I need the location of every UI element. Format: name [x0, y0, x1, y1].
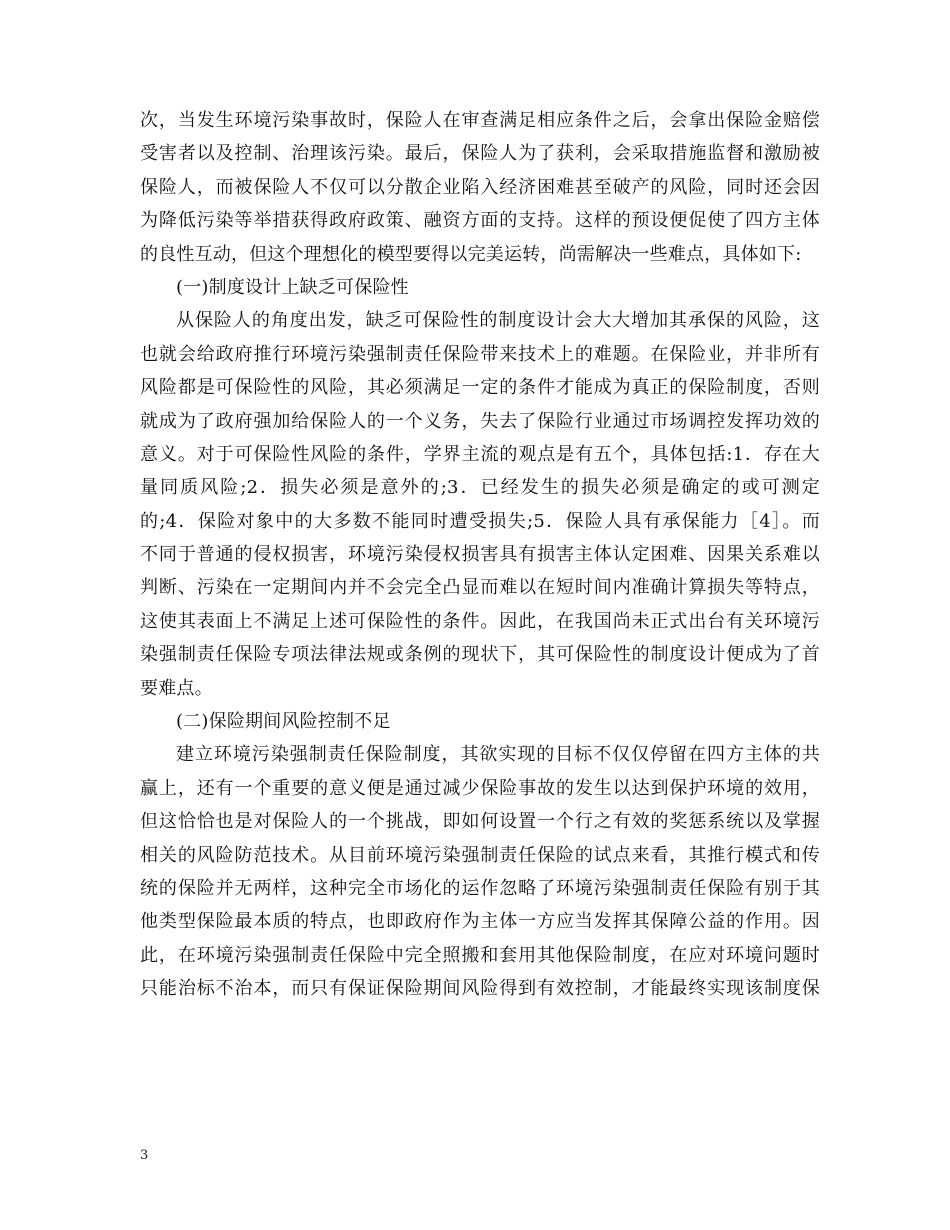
text-line: 判断、污染在一定期间内并不会完全凸显而难以在短时间内准确计算损失等特点，	[140, 577, 820, 599]
text-line: 为降低污染等举措获得政府政策、融资方面的支持。这样的预设便促使了四方主体	[140, 210, 820, 232]
text-line: 这使其表面上不满足上述可保险性的条件。因此，在我国尚未正式出台有关环境污	[140, 610, 820, 632]
text-line: 风险都是可保险性的风险，其必须满足一定的条件才能成为真正的保险制度，否则	[140, 377, 820, 399]
text-line: 就成为了政府强加给保险人的一个义务，失去了保险行业通过市场调控发挥功效的	[140, 410, 820, 432]
text-line: 相关的风险防范技术。从目前环境污染强制责任保险的试点来看，其推行模式和传	[140, 844, 820, 866]
section-heading-2: (二)保险期间风险控制不足	[176, 711, 391, 733]
text-line: 受害者以及控制、治理该污染。最后，保险人为了获利，会采取措施监督和激励被	[140, 143, 820, 165]
text-line: 赢上，还有一个重要的意义便是通过减少保险事故的发生以达到保护环境的效用，	[140, 777, 820, 799]
text-line: 建立环境污染强制责任保险制度，其欲实现的目标不仅仅停留在四方主体的共	[176, 744, 820, 766]
text-line: 但这恰恰也是对保险人的一个挑战，即如何设置一个行之有效的奖惩系统以及掌握	[140, 811, 820, 833]
text-line: 只能治标不治本，而只有保证保险期间风险得到有效控制，才能最终实现该制度保	[140, 978, 820, 1000]
text-line: 的良性互动，但这个理想化的模型要得以完美运转，尚需解决一些难点，具体如下:	[140, 243, 802, 265]
text-line: 此，在环境污染强制责任保险中完全照搬和套用其他保险制度，在应对环境问题时	[140, 944, 820, 966]
text-line: 他类型保险最本质的特点，也即政府作为主体一方应当发挥其保障公益的作用。因	[140, 911, 820, 933]
text-line: 统的保险并无两样，这种完全市场化的运作忽略了环境污染强制责任保险有别于其	[140, 877, 820, 899]
text-line: 不同于普通的侵权损害，环境污染侵权损害具有损害主体认定困难、因果关系难以	[140, 544, 820, 566]
text-line: 要难点。	[140, 677, 213, 699]
section-heading-1: (一)制度设计上缺乏可保险性	[176, 276, 409, 298]
text-line: 的;4．保险对象中的大多数不能同时遭受损失;5．保险人具有承保能力［4］。而	[140, 510, 820, 532]
text-line: 量同质风险;2．损失必须是意外的;3．已经发生的损失必须是确定的或可测定	[140, 477, 820, 499]
text-line: 次，当发生环境污染事故时，保险人在审查满足相应条件之后，会拿出保险金赔偿	[140, 110, 820, 131]
text-line: 染强制责任保险专项法律法规或条例的现状下，其可保险性的制度设计便成为了首	[140, 644, 820, 666]
text-line: 也就会给政府推行环境污染强制责任保险带来技术上的难题。在保险业，并非所有	[140, 343, 820, 365]
body-text	[140, 104, 820, 1006]
text-line: 意义。对于可保险性风险的条件，学界主流的观点是有五个，具体包括:1．存在大	[140, 443, 820, 465]
text-line: 从保险人的角度出发，缺乏可保险性的制度设计会大大增加其承保的风险，这	[176, 310, 820, 332]
text-line: 保险人，而被保险人不仅可以分散企业陷入经济困难甚至破产的风险，同时还会因	[140, 176, 820, 198]
page-number: 3	[140, 1148, 149, 1163]
